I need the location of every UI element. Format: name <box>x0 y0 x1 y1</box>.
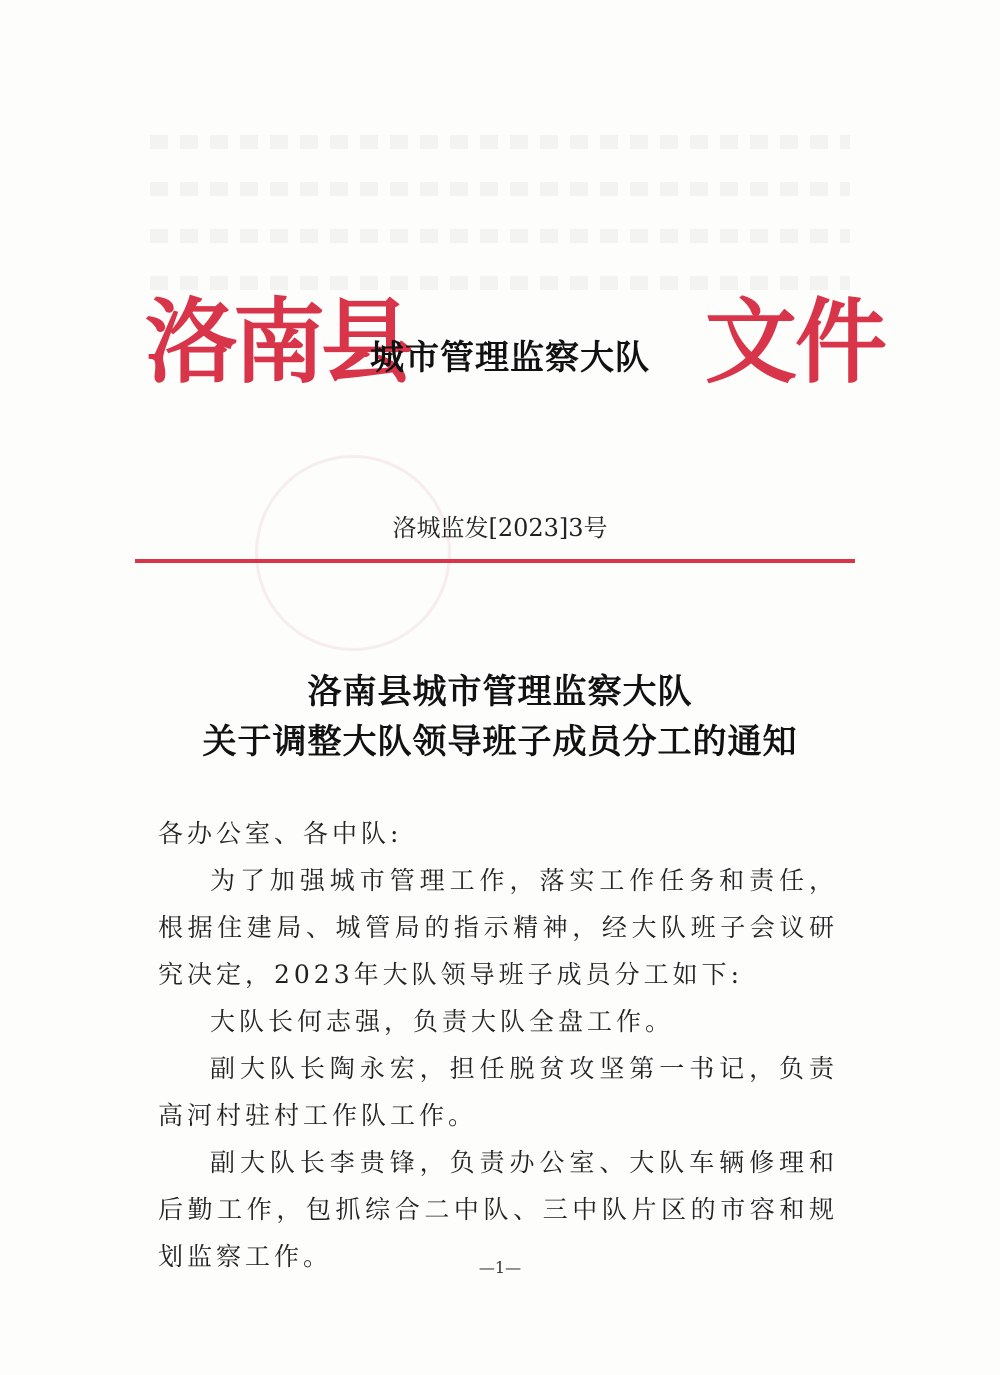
paragraph-captain: 大队长何志强，负责大队全盘工作。 <box>210 1007 675 1036</box>
document-number: 洛城监发[2023]3号 <box>392 514 608 542</box>
bleed-through-texture <box>150 229 850 243</box>
bleed-through-texture <box>150 135 850 149</box>
paragraph-deputy-tao: 副大队长陶永宏，担任脱贫攻坚第一书记，负责高河村驻村工作队工作。 <box>158 1054 838 1130</box>
header-document-word: 文件 <box>705 288 886 396</box>
paragraph-intro: 为了加强城市管理工作，落实工作任务和责任，根据住建局、城管局的指示精神，经大队班子会议研究决定，2023年大队领导班子成员分工如下: <box>158 866 838 989</box>
title-line-2: 关于调整大队领导班子成员分工的通知 <box>202 722 798 762</box>
bleed-through-texture <box>150 182 850 196</box>
title-line-1: 洛南县城市管理监察大队 <box>307 672 693 712</box>
paragraph-deputy-li: 副大队长李贵锋，负责办公室、大队车辆修理和后勤工作，包抓综合二中队、三中队片区的市容和规划监察工作。 <box>158 1148 838 1271</box>
red-separator-line <box>135 559 855 563</box>
salutation: 各办公室、各中队: <box>158 819 403 848</box>
header-county-name: 洛南县 <box>145 288 410 396</box>
page-number: —1— <box>478 1258 522 1277</box>
header-agency-name: 城市管理监察大队 <box>370 338 650 378</box>
faint-seal-watermark <box>255 455 451 651</box>
